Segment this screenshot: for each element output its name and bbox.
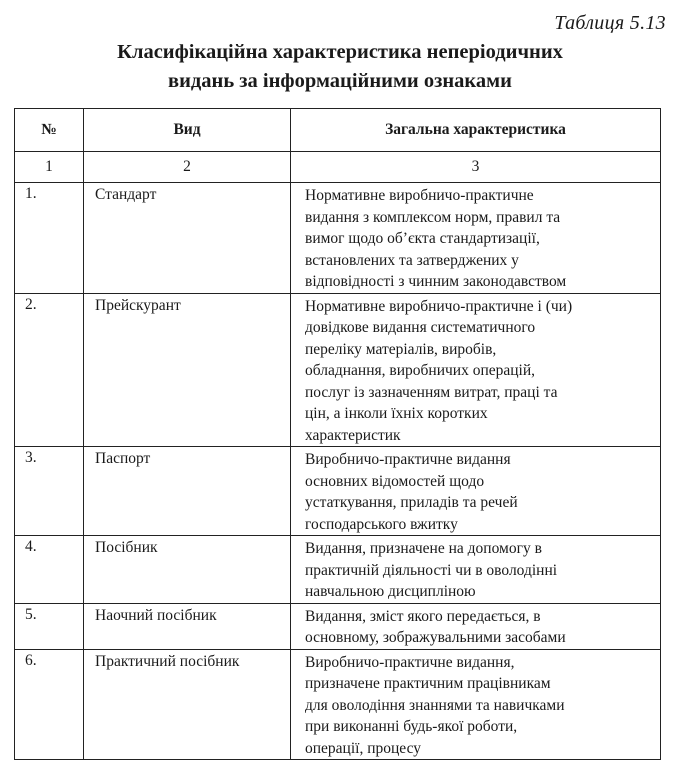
- characteristic-line: практичній діяльності чи в оволодінні: [305, 561, 558, 579]
- publication-kind: Посібник: [84, 536, 291, 604]
- characteristic-line: Виробничо-практичне видання,: [305, 653, 515, 671]
- header-description: Загальна характеристика: [291, 109, 661, 152]
- header-row: [15, 109, 661, 152]
- publication-kind: Прейскурант: [84, 293, 291, 447]
- column-number: 3: [291, 152, 661, 183]
- characteristic-line: характеристик: [305, 426, 401, 444]
- characteristic-line: встановлених та затверджених у: [305, 251, 519, 269]
- row-number: 5.: [15, 603, 84, 649]
- characteristic-line: відповідності з чинним законодавством: [305, 273, 567, 290]
- characteristic-line: Видання, призначене на допомогу в: [305, 540, 542, 557]
- characteristic-line: обладнання, виробничих операцій,: [305, 362, 536, 379]
- table-caption: Таблиця 5.13: [554, 12, 666, 34]
- characteristic-line: Нормативне виробничо-практичне і (чи): [305, 297, 573, 315]
- header-number: №: [15, 109, 84, 152]
- characteristic-line: переліку матеріалів, виробів,: [305, 340, 497, 358]
- general-characteristic: [291, 293, 661, 447]
- characteristic-line: призначене практичним працівникам: [305, 675, 551, 692]
- characteristic-line: основному, зображувальними засобами: [305, 629, 566, 646]
- column-number: 1: [15, 152, 84, 183]
- publication-kind: Наочний посібник: [84, 603, 291, 649]
- characteristic-line: для оволодіння знаннями та навичками: [305, 696, 565, 714]
- row-number: 4.: [15, 536, 84, 604]
- title-line-1: Класифікаційна характеристика неперіодичних: [117, 41, 563, 63]
- characteristic-line: устаткування, приладів та речей: [305, 494, 518, 511]
- characteristic-line: видання з комплексом норм, правил та: [305, 208, 561, 226]
- publication-kind: Паспорт: [84, 447, 291, 536]
- publication-kind: Практичний посібник: [84, 649, 291, 760]
- general-characteristic: [291, 536, 661, 604]
- row-number: 3.: [15, 447, 84, 536]
- table-title: [60, 38, 620, 96]
- characteristic-line: послуг із зазначенням витрат, праці та: [305, 383, 558, 401]
- column-number-row: [15, 152, 661, 183]
- row-number: 1.: [15, 183, 84, 294]
- header-kind: Вид: [84, 109, 291, 152]
- classification-table: [14, 108, 661, 760]
- table-row: [15, 293, 661, 447]
- characteristic-line: цін, а інколи їхніх коротких: [305, 405, 488, 422]
- characteristic-line: при виконанні будь-якої роботи,: [305, 718, 518, 735]
- characteristic-line: довідкове видання систематичного: [305, 319, 536, 336]
- characteristic-line: Виробничо-практичне видання: [305, 451, 511, 468]
- general-characteristic: [291, 649, 661, 760]
- characteristic-line: операції, процесу: [305, 739, 421, 757]
- row-number: 6.: [15, 649, 84, 760]
- table-row: [15, 603, 661, 649]
- table-row: [15, 536, 661, 604]
- general-characteristic: [291, 603, 661, 649]
- table-row: [15, 183, 661, 294]
- table-row: [15, 649, 661, 760]
- row-number: 2.: [15, 293, 84, 447]
- title-line-2: видань за інформаційними ознаками: [168, 70, 512, 92]
- characteristic-line: вимог щодо об’єкта стандартизації,: [305, 230, 540, 247]
- characteristic-line: господарського вжитку: [305, 515, 458, 533]
- characteristic-line: Видання, зміст якого передається, в: [305, 607, 541, 625]
- characteristic-line: основних відомостей щодо: [305, 472, 485, 490]
- publication-kind: Стандарт: [84, 183, 291, 294]
- general-characteristic: [291, 183, 661, 294]
- general-characteristic: [291, 447, 661, 536]
- characteristic-line: Нормативне виробничо-практичне: [305, 187, 534, 204]
- table-row: [15, 447, 661, 536]
- column-number: 2: [84, 152, 291, 183]
- characteristic-line: навчальною дисципліною: [305, 583, 476, 600]
